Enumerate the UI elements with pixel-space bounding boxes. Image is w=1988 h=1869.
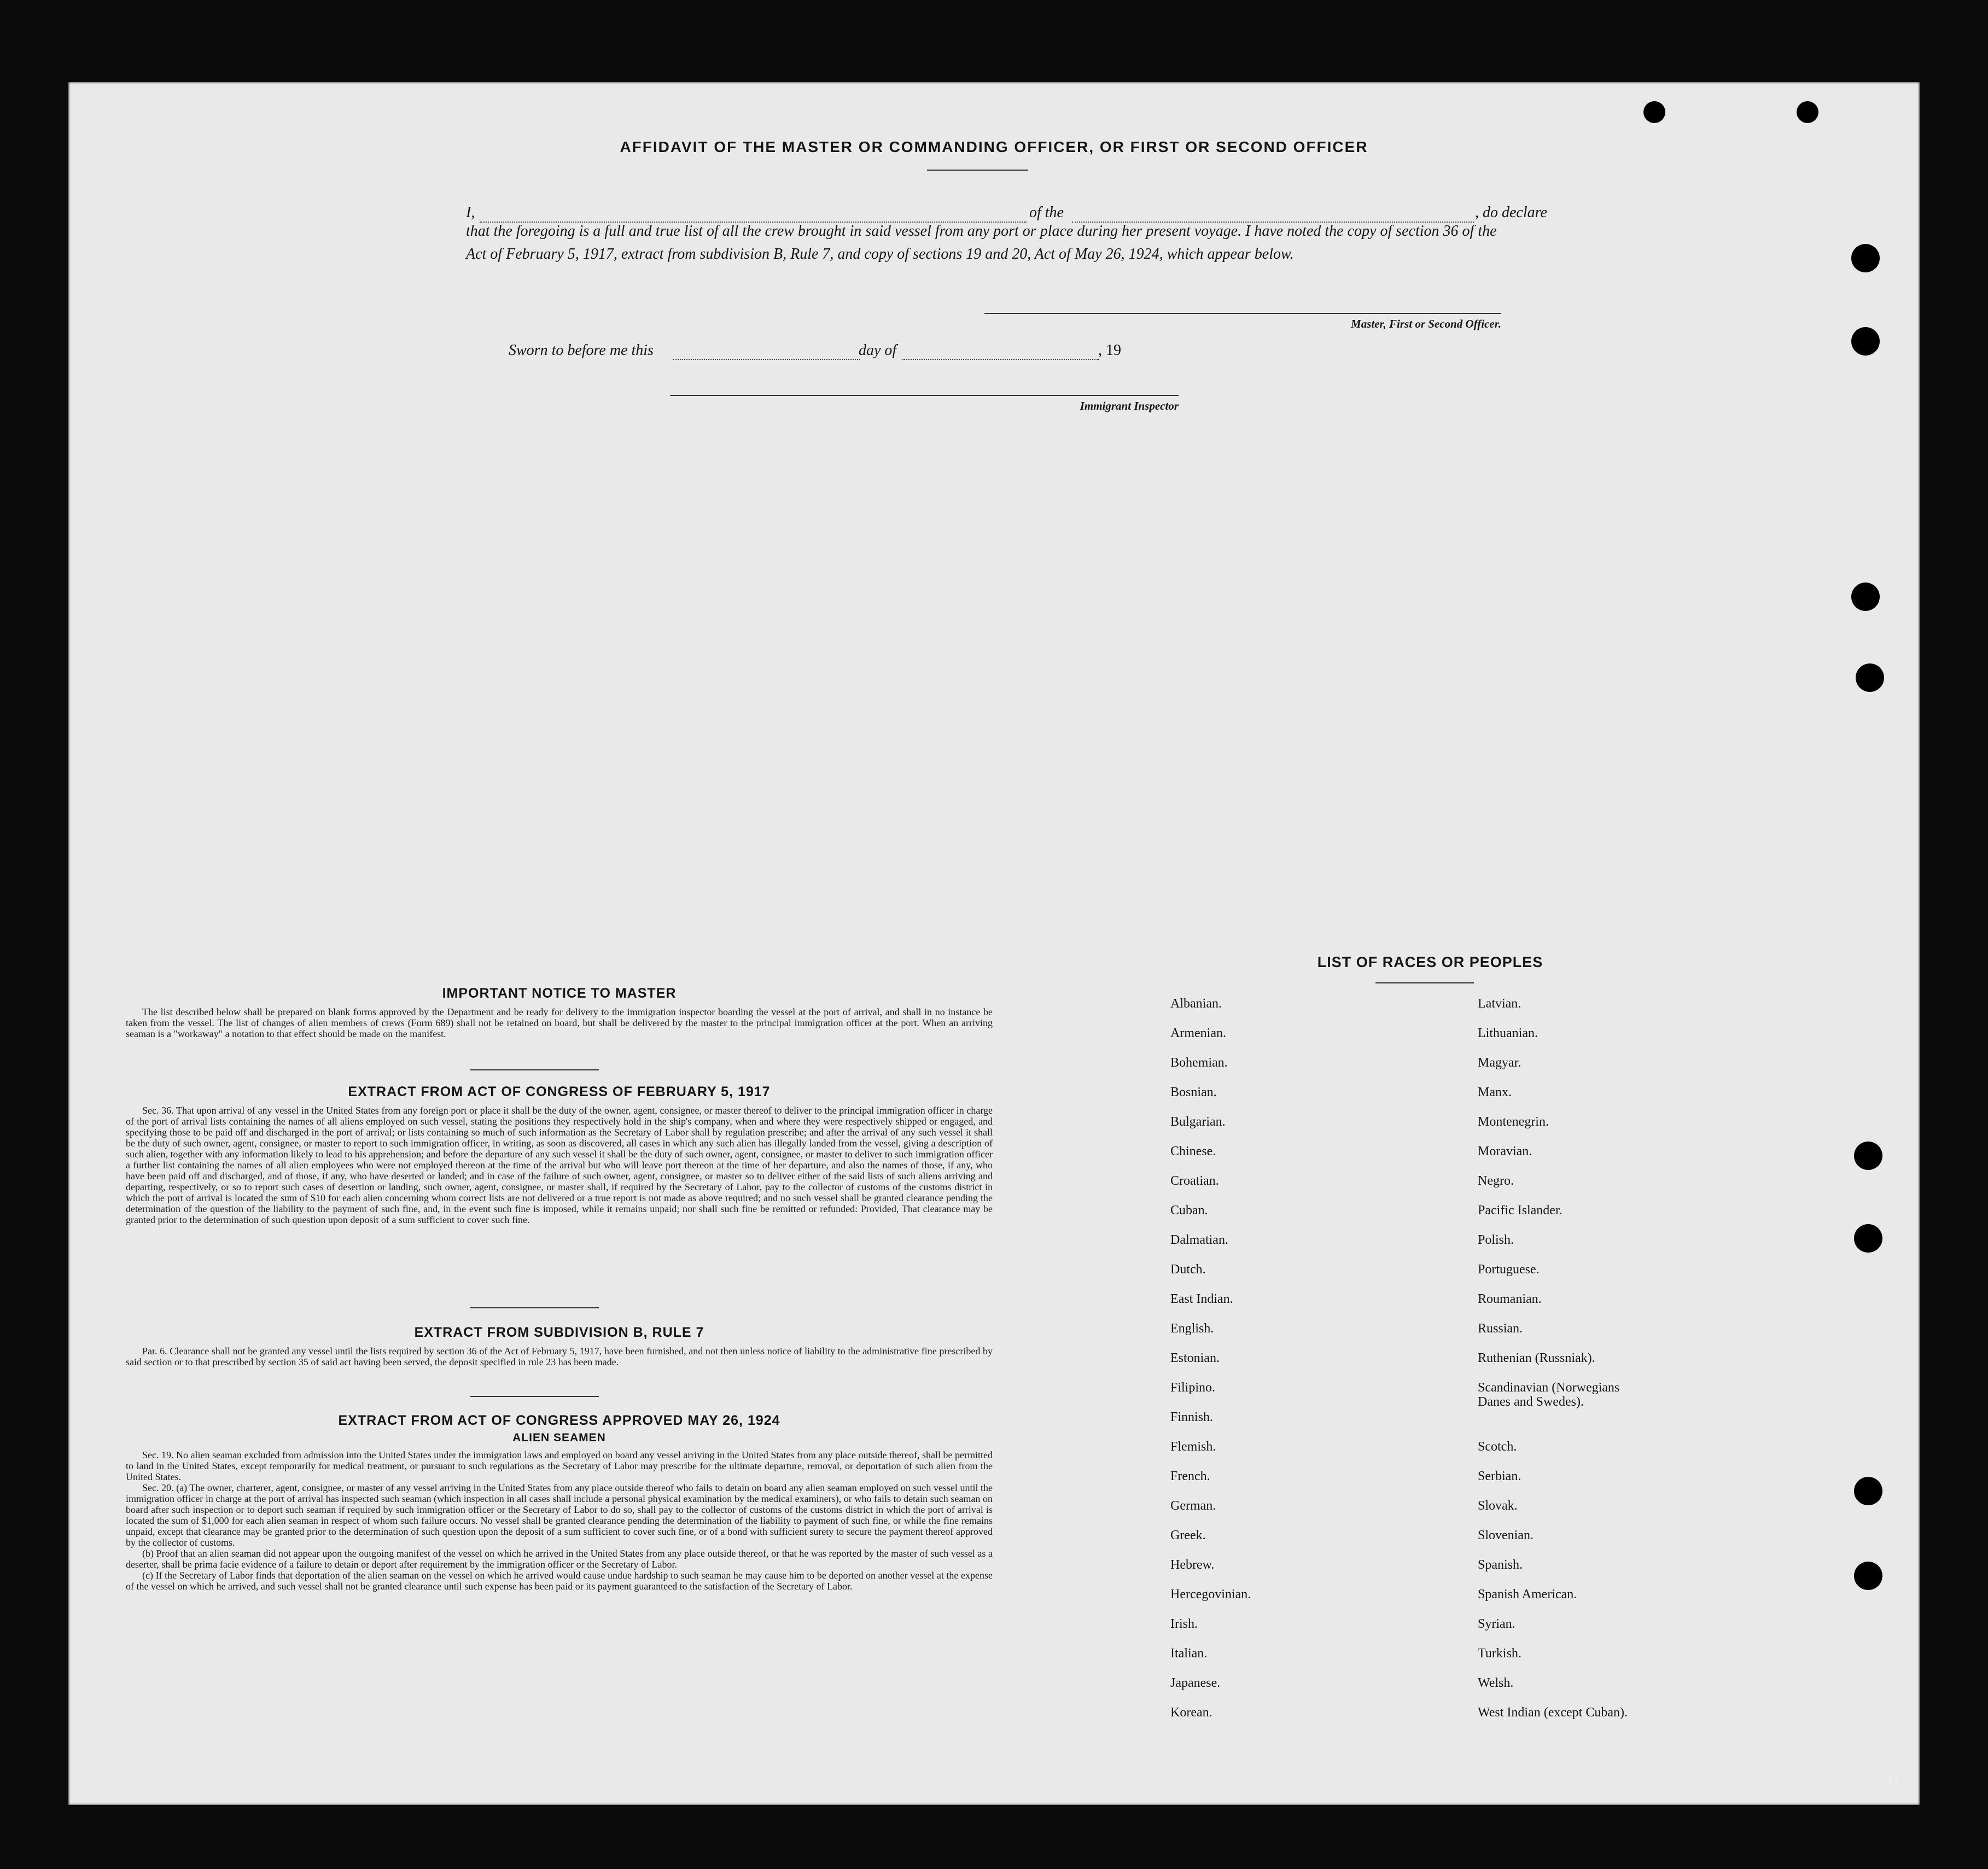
inspector-label: Immigrant Inspector <box>1080 399 1179 412</box>
corner-mark: 11 <box>1886 1771 1900 1788</box>
race-right-item: Scotch. <box>1478 1440 1517 1454</box>
race-right-item: Syrian. <box>1478 1617 1515 1631</box>
race-left-item: Chinese. <box>1170 1144 1216 1158</box>
race-left-item: Bulgarian. <box>1170 1115 1226 1129</box>
extract-1917-title: EXTRACT FROM ACT OF CONGRESS OF FEBRUARY 5, 1917 <box>348 1084 771 1099</box>
race-left-item: Cuban. <box>1170 1203 1208 1218</box>
par-6-paragraph: Par. 6. Clearance shall not be granted any vessel until the lists required by section 36 of the Act of February 5, 1917, have been furnished, and not then unless notice of liability to the administrative fine prescribed by said section or to that prescribed by section 35 of said act having been served, the deposit specified in rule 23 has been made. <box>126 1346 993 1367</box>
extract-rule7-title: EXTRACT FROM SUBDIVISION B, RULE 7 <box>414 1325 704 1340</box>
punch-hole <box>1851 327 1880 356</box>
extract-1917-body <box>126 1105 993 1225</box>
race-left-item: English. <box>1170 1321 1214 1336</box>
race-right-item: Spanish American. <box>1478 1587 1577 1602</box>
extract-rule7-body <box>126 1346 993 1367</box>
race-left-item: Armenian. <box>1170 1026 1226 1040</box>
race-right-item: Magyar. <box>1478 1056 1521 1070</box>
race-right-item: Roumanian. <box>1478 1292 1542 1306</box>
inspector-signature-line[interactable] <box>670 395 1179 396</box>
races-title-underline <box>1375 982 1474 983</box>
race-left-item: Hercegovinian. <box>1170 1587 1251 1602</box>
race-right-item: Pacific Islander. <box>1478 1203 1563 1218</box>
punch-hole <box>1797 101 1818 123</box>
race-right-item: Manx. <box>1478 1085 1512 1099</box>
notice-paragraph: The list described below shall be prepared on blank forms approved by the Department and be ready for delivery to the immigration inspector boarding the vessel at the port of arrival, and shall in no instance be taken from the vessel. The list of changes of alien members of crews (Form 689) shall not be retained on board, but shall be delivered by the master to the principal immigration officer at the port. When an arriving seaman is a "workaway" a notation to that effect should be made on the manifest. <box>126 1006 993 1039</box>
race-right-item: Scandinavian (Norwegians Danes and Swedes). <box>1478 1381 1620 1409</box>
race-left-item: Finnish. <box>1170 1410 1214 1424</box>
punch-hole <box>1643 101 1665 123</box>
section-divider <box>470 1307 599 1308</box>
race-right-item: Welsh. <box>1478 1676 1514 1690</box>
race-left-item: Flemish. <box>1170 1440 1216 1454</box>
race-left-item: Japanese. <box>1170 1676 1221 1690</box>
declaration-text: that the foregoing is a full and true list of all the crew brought in said vessel from any port or place during her present voyage. I have noted the copy of section 36 of the Act of February 5, 1917, extract from subdivision B, Rule 7, and copy of sections 19 and 20, Act of May 26, 1924, which appear below. <box>466 223 1497 263</box>
race-right-item: Polish. <box>1478 1233 1514 1247</box>
form-page <box>68 82 1920 1805</box>
race-left-item: German. <box>1170 1499 1216 1513</box>
race-left-item: Irish. <box>1170 1617 1198 1631</box>
race-left-item: East Indian. <box>1170 1292 1233 1306</box>
sec-20b-paragraph: (b) Proof that an alien seaman did not appear upon the outgoing manifest of the vessel on which he arrived in the United States from any place outside thereof, or that he was reported by the master of such vessel as a deserter, shall be prima facie evidence of a failure to detain or deport after requirement by the immigration officer or the Secretary of Labor. <box>126 1548 993 1570</box>
race-left-item: Dutch. <box>1170 1262 1206 1277</box>
race-right-item: Slovak. <box>1478 1499 1518 1513</box>
punch-hole <box>1854 1142 1882 1170</box>
race-right-item: Latvian. <box>1478 997 1521 1011</box>
race-left-item: Croatian. <box>1170 1174 1219 1188</box>
title-underline <box>927 170 1028 171</box>
sec-19-paragraph: Sec. 19. No alien seaman excluded from admission into the United States under the immigration laws and employed on board any vessel arriving in the United States from any place outside thereof, shall be permitted to land in the United States, except temporarily for medical treatment, or pursuant to such regulations as the Secretary of Labor may prescribe for the ultimate departure, removal, or deportation of such alien from the United States. <box>126 1449 993 1482</box>
race-left-item: French. <box>1170 1469 1210 1483</box>
race-right-item: Slovenian. <box>1478 1528 1534 1542</box>
punch-hole <box>1851 583 1880 611</box>
punch-hole <box>1854 1224 1882 1253</box>
sec-20a-paragraph: Sec. 20. (a) The owner, charterer, agent, consignee, or master of any vessel arriving in the United States from any place outside thereof who fails to detain on board any alien seaman employed on such vessel until the immigration officer in charge at the port of arrival has inspected such seaman (which inspection in all cases shall include a personal physical examination by the medical examiners), or who fails to detain such seaman on board after such inspection or to deport such seaman if required by such immigration officer or the Secretary of Labor to do so, shall pay to the collector of customs of the customs district in which the port of arrival is located the sum of $1,000 for each alien seaman in respect of whom such failure occurs. No vessel shall be granted clearance pending the determination of the liability to payment of such fine, or while the fine remains unpaid, except that clearance may be granted prior to the determination of such question upon the deposit of a sum sufficient to cover such fine, or of a bond with sufficient surety to secure the payment thereof approved by the collector of customs. <box>126 1482 993 1548</box>
race-right-item: Portuguese. <box>1478 1262 1540 1277</box>
sworn-text: Sworn to before me this <box>509 342 654 359</box>
do-declare-label: , do declare <box>1475 204 1547 221</box>
race-left-item: Bohemian. <box>1170 1056 1228 1070</box>
race-right-item: Russian. <box>1478 1321 1523 1336</box>
race-left-item: Hebrew. <box>1170 1558 1215 1572</box>
race-left-item: Albanian. <box>1170 997 1222 1011</box>
punch-hole <box>1856 663 1884 692</box>
master-signature-label: Master, First or Second Officer. <box>1351 317 1501 330</box>
race-right-item: Negro. <box>1478 1174 1514 1188</box>
sec-20c-paragraph: (c) If the Secretary of Labor finds that deportation of the alien seaman on the vessel on which he arrived would cause undue hardship to such seaman he may cause him to be deported on another vessel at the expense of the vessel on which he arrived, and such vessel shall not be granted clearance until such expense has been paid or its payment guaranteed to the satisfaction of the Secretary of Labor. <box>126 1570 993 1592</box>
of-the-label: of the <box>1029 204 1064 221</box>
notice-body <box>126 1006 993 1039</box>
race-right-item: Spanish. <box>1478 1558 1523 1572</box>
race-right-item: Turkish. <box>1478 1646 1521 1661</box>
sworn-month-line[interactable] <box>902 359 1099 360</box>
day-of-text: day of <box>859 342 897 359</box>
year-text: , 19 <box>1098 342 1121 359</box>
race-right-item: West Indian (except Cuban). <box>1478 1705 1628 1720</box>
section-divider <box>470 1396 599 1397</box>
alien-seamen-subtitle: ALIEN SEAMEN <box>512 1431 606 1444</box>
sec-36-paragraph: Sec. 36. That upon arrival of any vessel in the United States from any foreign port or place it shall be the duty of the owner, agent, consignee, or master thereof to deliver to the principal immigration officer in charge of the port of arrival lists containing the names of all aliens employed on such vessel, stating the positions they respectively hold in the ship's company, when and where they were respectively shipped or engaged, and specifying those to be paid off and discharged in the port of arrival; or lists containing so much of such information as the Secretary of Labor shall by regulation prescribe; and after the arrival of any such vessel it shall be the duty of such owner, agent, consignee, or master to report to such immigration officer, in writing, as soon as discovered, all cases in which any such alien has illegally landed from the vessel, giving a description of such alien, together with any information likely to lead to his apprehension; and before the departure of any such vessel it shall be the duty of such owner, agent, consignee, or master to deliver to such immigration officer a further list containing the names of all alien employees who were not employed thereon at the time of the arrival but who will leave port thereon at the time of her departure, and also the names of those, if any, who have been paid off and discharged, and of those, if any, who have deserted or landed; and in case of the failure of such owner, agent, consignee, or master so to deliver either of the said lists of such aliens arriving and departing, respectively, or so to report such cases of desertion or landing, such owner, agent, consignee, or master shall, if required by the Secretary of Labor, pay to the collector of customs of the customs district in which the port of arrival is located the sum of $10 for each alien concerning whom correct lists are not delivered or a true report is not made as above required; and no such vessel shall be granted clearance pending the determination of the question of the liability to the payment of such fine, and, in the event such fine is imposed, while it remains unpaid; nor shall such fine be remitted or refunded: Provided, That clearance may be granted prior to the determination of such question upon deposit of a sum sufficient to cover such fine. <box>126 1105 993 1225</box>
race-right-item: Lithuanian. <box>1478 1026 1538 1040</box>
punch-hole <box>1854 1562 1882 1590</box>
extract-1924-title: EXTRACT FROM ACT OF CONGRESS APPROVED MAY 26, 1924 <box>338 1413 780 1428</box>
affidavit-title: AFFIDAVIT OF THE MASTER OR COMMANDING OFFICER, OR FIRST OR SECOND OFFICER <box>620 138 1368 155</box>
races-title: LIST OF RACES OR PEOPLES <box>1317 954 1543 970</box>
race-left-item: Greek. <box>1170 1528 1206 1542</box>
punch-hole <box>1854 1477 1882 1505</box>
race-right-item: Ruthenian (Russniak). <box>1478 1351 1595 1365</box>
section-divider <box>470 1069 599 1070</box>
master-signature-line[interactable] <box>984 313 1501 314</box>
race-left-item: Dalmatian. <box>1170 1233 1228 1247</box>
race-left-item: Italian. <box>1170 1646 1208 1661</box>
race-left-item: Filipino. <box>1170 1381 1216 1395</box>
notice-title: IMPORTANT NOTICE TO MASTER <box>442 986 677 1001</box>
extract-1924-body <box>126 1449 993 1592</box>
race-left-item: Korean. <box>1170 1705 1212 1720</box>
declarant-prefix: I, <box>466 204 475 221</box>
sworn-day-line[interactable] <box>673 359 860 360</box>
race-right-item: Montenegrin. <box>1478 1115 1549 1129</box>
race-right-item: Moravian. <box>1478 1144 1532 1158</box>
punch-hole <box>1851 244 1880 272</box>
race-left-item: Bosnian. <box>1170 1085 1217 1099</box>
race-right-item: Serbian. <box>1478 1469 1521 1483</box>
race-left-item: Estonian. <box>1170 1351 1220 1365</box>
